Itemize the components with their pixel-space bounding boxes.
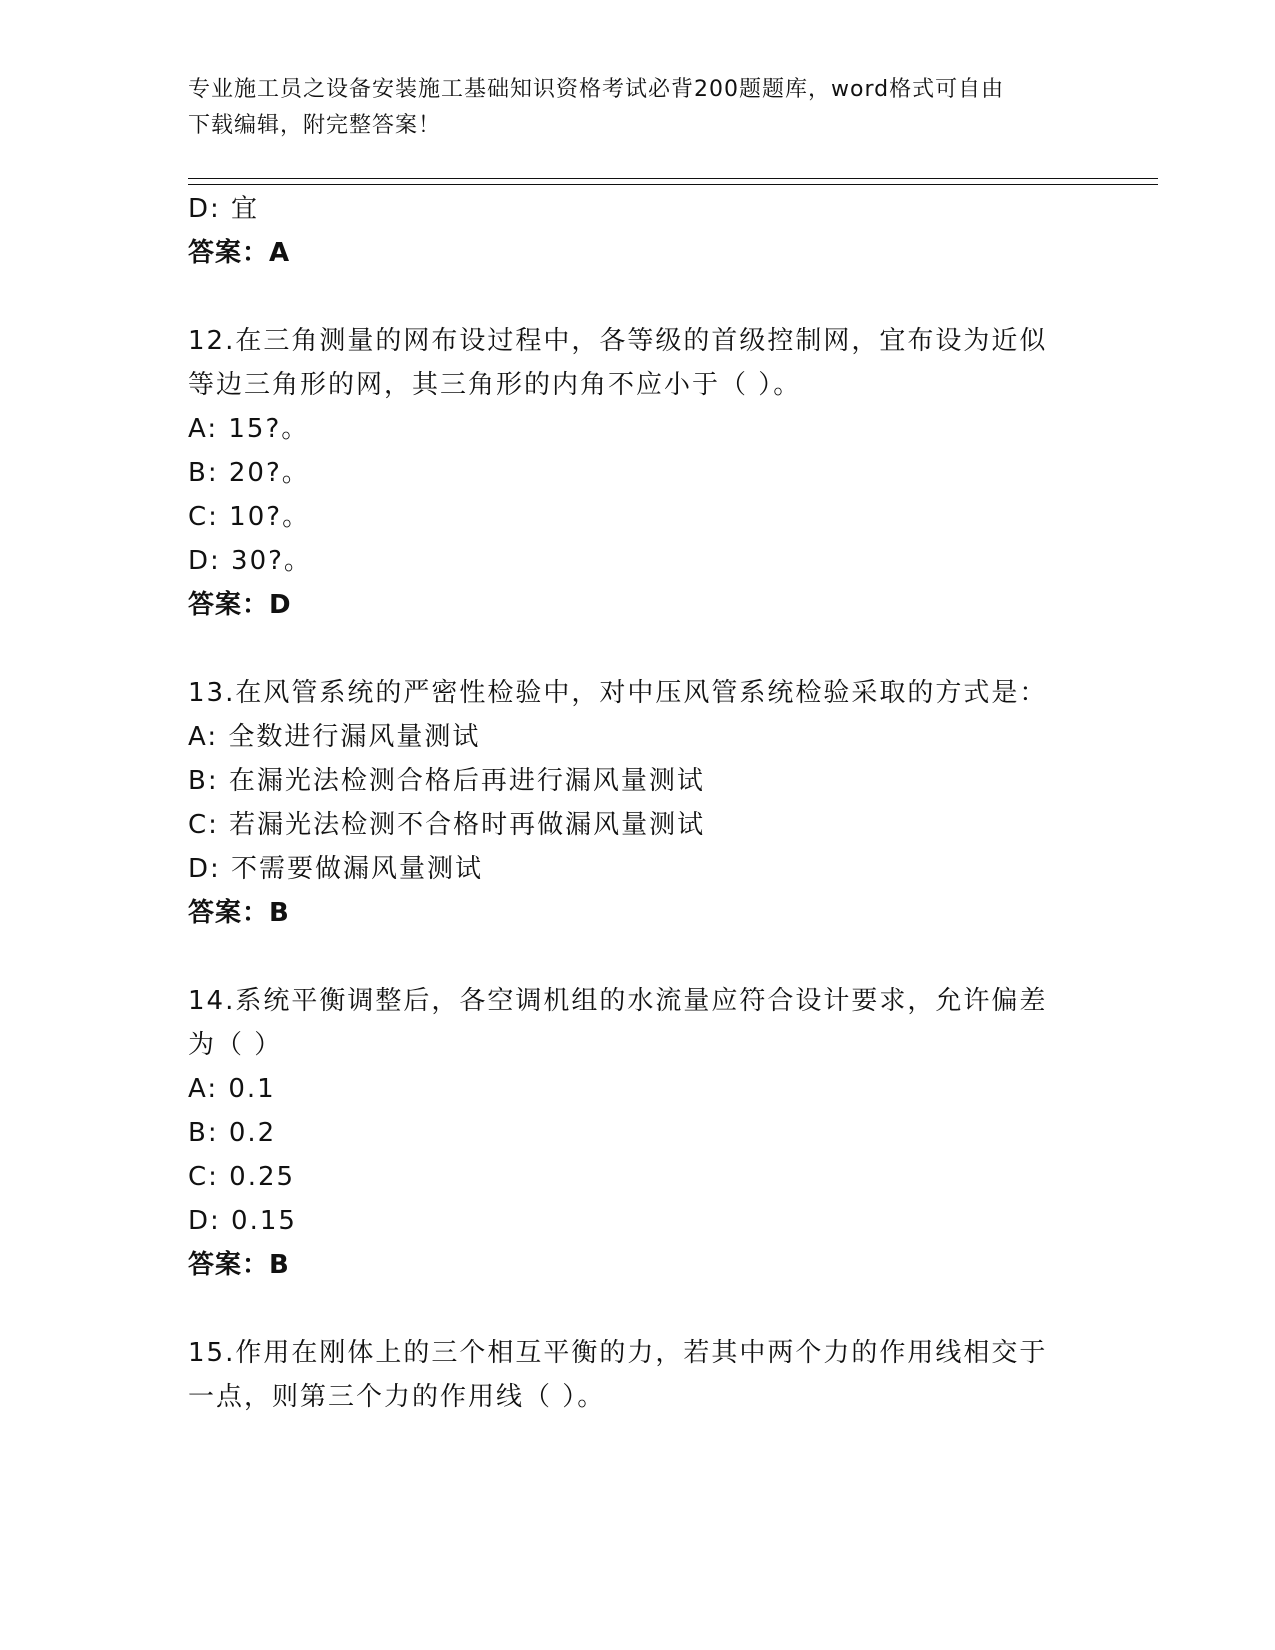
answer-label: 答案：B [188, 1250, 290, 1280]
header-line-1: 专业施工员之设备安装施工基础知识资格考试必背200题题库，word格式可自由 [188, 77, 1005, 102]
option-c: C: 若漏光法检测不合格时再做漏风量测试 [188, 810, 706, 840]
answer-label: 答案：D [188, 590, 292, 620]
page-header [188, 72, 1068, 144]
option-d: D: 30?。 [188, 546, 312, 576]
option-d: D: 宜 [188, 194, 260, 224]
header-line-2: 下载编辑，附完整答案！ [188, 113, 442, 138]
question-stem: 12.在三角测量的网布设过程中，各等级的首级控制网，宜布设为近似 [188, 326, 1048, 356]
header-divider-bottom [188, 184, 1158, 185]
option-c: C: 0.25 [188, 1162, 296, 1192]
question-stem: 15.作用在刚体上的三个相互平衡的力，若其中两个力的作用线相交于 [188, 1338, 1048, 1368]
option-c: C: 10?。 [188, 502, 311, 532]
answer-label: 答案：A [188, 238, 291, 268]
question-stem: 为（ ） [188, 1030, 283, 1060]
answer-label: 答案：B [188, 898, 290, 928]
option-d: D: 0.15 [188, 1206, 297, 1236]
question-stem: 13.在风管系统的严密性检验中，对中压风管系统检验采取的方式是： [188, 678, 1048, 708]
question-stem: 14.系统平衡调整后，各空调机组的水流量应符合设计要求，允许偏差 [188, 986, 1048, 1016]
option-a: A: 0.1 [188, 1074, 276, 1104]
question-stem: 一点，则第三个力的作用线（ ）。 [188, 1382, 606, 1412]
option-a: A: 15?。 [188, 414, 310, 444]
question-stem: 等边三角形的网，其三角形的内角不应小于（ ）。 [188, 370, 802, 400]
option-b: B: 20?。 [188, 458, 310, 488]
option-a: A: 全数进行漏风量测试 [188, 722, 481, 752]
option-b: B: 0.2 [188, 1118, 277, 1148]
option-d: D: 不需要做漏风量测试 [188, 854, 484, 884]
option-b: B: 在漏光法检测合格后再进行漏风量测试 [188, 766, 705, 796]
header-divider-top [188, 178, 1158, 179]
